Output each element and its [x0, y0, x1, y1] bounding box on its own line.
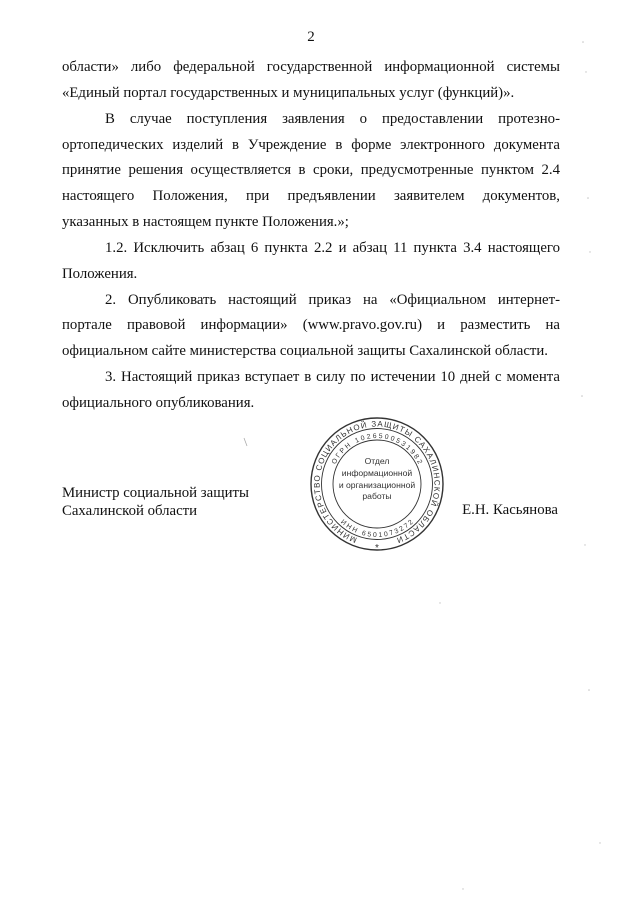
paragraph-2-line-5: указанных в настоящем пункте Положения.»;	[62, 214, 349, 231]
seal-center-line-2: информационной	[341, 468, 413, 478]
clause-2-line-3: официальном сайте министерства социальной защиты Сахалинской области.	[62, 343, 548, 360]
seal-ministry-name: МИНИСТЕРСТВО СОЦИАЛЬНОЙ ЗАЩИТЫ САХАЛИНСКОЙ ОБЛАСТИ	[312, 419, 442, 545]
scan-speck	[585, 71, 586, 72]
paragraph-1-line-1: области» либо федеральной государственной информационной системы	[62, 59, 560, 75]
seal-ogrn: ОГРН 1026500531982	[330, 432, 424, 466]
paragraph-continuation	[62, 55, 560, 107]
paragraph-2-line-4: настоящего Положения, при предъявлении заявителем документов,	[62, 188, 560, 205]
page-number: 2	[307, 29, 315, 45]
scan-speck	[462, 888, 463, 889]
paragraph-2-line-1: В случае поступления заявления о предоставлении протезно-	[105, 110, 560, 127]
paragraph-1-line-2: «Единый портал государственных и муниципальных услуг (функций)».	[62, 84, 515, 101]
scan-speck	[599, 842, 600, 843]
clause-3	[62, 365, 560, 417]
paragraph-electronic-application	[62, 107, 560, 236]
scan-speck	[589, 251, 590, 252]
seal-center-line-3: и организационной	[338, 480, 416, 490]
paragraph-2-line-2: ортопедических изделий в Учреждение в форме электронного документа	[62, 136, 560, 153]
clause-1-2	[62, 236, 560, 288]
clause-3-line-2: официального опубликования.	[62, 394, 255, 411]
signatory-position-line-1: Министр социальной защиты	[62, 485, 249, 501]
scan-speck	[244, 438, 247, 446]
signatory-position-line-2: Сахалинской области	[62, 503, 198, 519]
clause-1-2-line-1: 1.2. Исключить абзац 6 пункта 2.2 и абзац 11 пункта 3.4 настоящего	[105, 239, 560, 256]
scan-speck	[582, 41, 584, 43]
paragraph-2-line-3: принятие решения осуществляется в сроки, предусмотренные пунктом 2.4	[62, 162, 560, 179]
seal-center-line-1: Отдел	[364, 456, 390, 466]
signatory-name: Е.Н. Касьянова	[462, 502, 558, 518]
seal-inn: ИНН 6501073272	[339, 518, 415, 540]
clause-2-line-1: 2. Опубликовать настоящий приказ на «Официальном интернет-	[105, 291, 560, 308]
scan-speck	[588, 689, 590, 691]
clause-3-line-1: 3. Настоящий приказ вступает в силу по истечении 10 дней с момента	[105, 369, 560, 386]
order-body-text	[62, 55, 560, 417]
scan-speck	[587, 197, 589, 199]
clause-1-2-line-2: Положения.	[62, 265, 138, 282]
seal-center-line-4: работы	[362, 491, 392, 501]
seal-star-mark: *	[375, 543, 379, 554]
scan-speck	[439, 602, 440, 603]
official-seal	[307, 414, 447, 554]
signatory-position	[62, 484, 249, 520]
clause-2-line-2: портале правовой информации» (www.pravo.gov.ru) и разместить на	[62, 317, 560, 334]
clause-2	[62, 288, 560, 366]
scan-speck	[581, 395, 583, 397]
scan-speck	[584, 544, 585, 545]
